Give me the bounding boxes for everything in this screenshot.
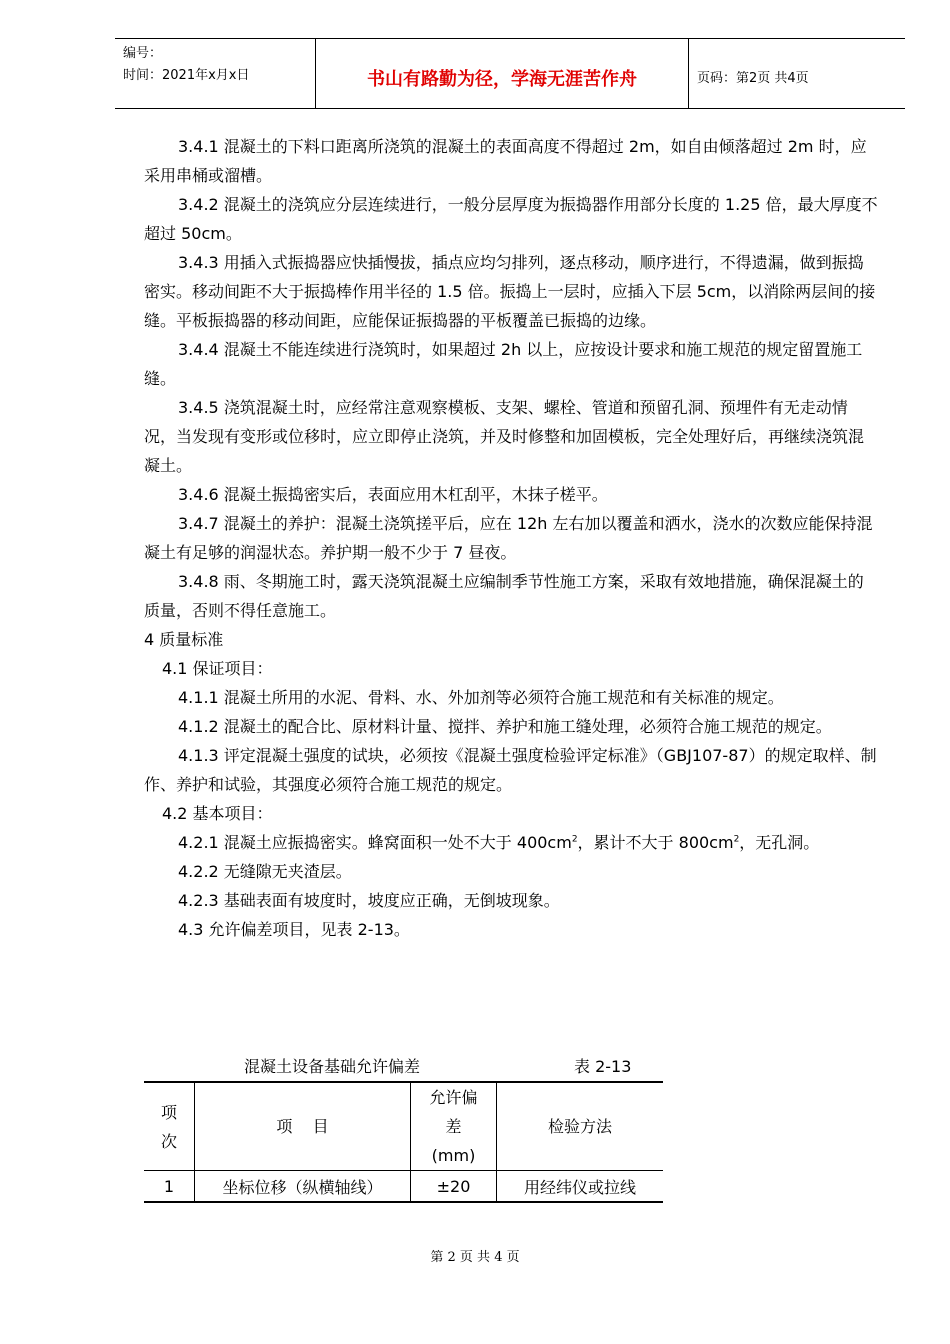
motto: 书山有路勤为径，学海无涯苦作舟 (367, 69, 637, 90)
paragraph: 3.4.6 混凝土振捣密实后，表面应用木杠刮平，木抹子槎平。 (178, 485, 608, 504)
hdr-no: 项 次 (160, 1102, 177, 1151)
header-cell-item (195, 1082, 411, 1171)
paragraph: 4.3 允许偏差项目，见表 2-13。 (178, 920, 410, 939)
table-header-row (144, 1082, 663, 1171)
paragraph: 4.2.3 基础表面有坡度时，坡度应正确，无倒坡现象。 (178, 891, 560, 910)
header-page-cell (689, 39, 905, 108)
paragraph-4-2-1 (144, 828, 879, 857)
paragraph: 3.4.5 浇筑混凝土时，应经常注意观察模板、支架、螺栓、管道和预留孔洞、预埋件有无走动情况，当发现有变形或位移时，应立即停止浇筑，并及时修整和加固模板，完全处理好后，再继续浇筑混凝土。 (144, 398, 865, 475)
paragraph: 4.1.2 混凝土的配合比、原材料计量、搅拌、养护和施工缝处理，必须符合施工规范的规定。 (178, 717, 832, 736)
table-title: 混凝土设备基础允许偏差 (244, 1057, 421, 1076)
header-info-cell (115, 39, 316, 108)
paragraph: 4.1.3 评定混凝土强度的试块，必须按《混凝土强度检验评定标准》（GBJ107-87）的规定取样、制作、养护和试验，其强度必须符合施工规范的规定。 (144, 746, 877, 794)
time-label: 时间：2021年x月x日 (123, 68, 250, 83)
paragraph: 3.4.3 用插入式振捣器应快插慢拔，插点应均匀排列，逐点移动，顺序进行，不得遗漏，做到振捣密实。移动间距不大于振捣棒作用半径的 1.5 倍。振捣上一层时，应插入下层 5cm，以消除两层间的接缝。平板振捣器的移动间距，应能保证振捣器的平板覆盖已振捣的边缘。 (144, 253, 876, 330)
paragraph-list (144, 132, 879, 828)
paragraph: 3.4.2 混凝土的浇筑应分层连续进行，一般分层厚度为振捣器作用部分长度的 1.25 倍，最大厚度不超过 50cm。 (144, 195, 878, 243)
cell-item: 坐标位移（纵横轴线） (195, 1171, 411, 1203)
section-heading: 4 质量标准 (144, 630, 224, 649)
paragraph: 4.1.1 混凝土所用的水泥、骨料、水、外加剂等必须符合施工规范和有关标准的规定。 (178, 688, 784, 707)
cell-method: 用经纬仪或拉线 (497, 1171, 664, 1203)
p421-text-b: ，累计不大于 800cm (577, 833, 734, 852)
tolerance-table (144, 1081, 663, 1203)
paragraph: 3.4.7 混凝土的养护：混凝土浇筑搓平后，应在 12h 左右加以覆盖和洒水，浇水的次数应能保持混凝土有足够的润湿状态。养护期一般不少于 7 昼夜。 (144, 514, 873, 562)
document-body (144, 132, 879, 944)
header-cell-no (144, 1082, 195, 1171)
hdr-tolerance: 允许偏 差 (mm) (429, 1088, 478, 1165)
header-cell-tolerance (411, 1082, 497, 1171)
p421-text-c: ，无孔洞。 (739, 833, 820, 852)
hdr-method: 检验方法 (547, 1117, 612, 1136)
header-motto-cell (316, 39, 689, 108)
p421-sup-1: 2 (571, 834, 578, 845)
header-cell-method (497, 1082, 664, 1171)
paragraph: 3.4.1 混凝土的下料口距离所浇筑的混凝土的表面高度不得超过 2m，如自由倾落超过 2m 时，应采用串桶或溜槽。 (144, 137, 867, 185)
section-heading: 4.2 基本项目： (162, 804, 273, 823)
table-row (144, 1171, 663, 1203)
page-header (115, 38, 905, 109)
p421-sup-2: 2 (733, 834, 740, 845)
paragraph: 3.4.8 雨、冬期施工时，露天浇筑混凝土应编制季节性施工方案，采取有效地措施，确保混凝土的质量，否则不得任意施工。 (144, 572, 864, 620)
page-footer: 第 2 页 共 4 页 (430, 1250, 520, 1265)
code-label: 编号： (123, 46, 163, 61)
page-label: 页码：第2页 共4页 (697, 71, 809, 86)
section-heading: 4.1 保证项目： (162, 659, 273, 678)
paragraph: 3.4.4 混凝土不能连续进行浇筑时，如果超过 2h 以上，应按设计要求和施工规范的规定留置施工缝。 (144, 340, 863, 388)
hdr-item: 项 目 (276, 1117, 329, 1136)
p421-text-a: 4.2.1 混凝土应振捣密实。蜂窝面积一处不大于 400cm (178, 833, 572, 852)
table-number: 表 2-13 (574, 1057, 632, 1076)
paragraph: 4.2.2 无缝隙无夹渣层。 (178, 862, 352, 881)
tail-paragraph-list (144, 857, 879, 944)
cell-no: 1 (144, 1171, 195, 1203)
cell-tolerance: ±20 (411, 1171, 497, 1203)
